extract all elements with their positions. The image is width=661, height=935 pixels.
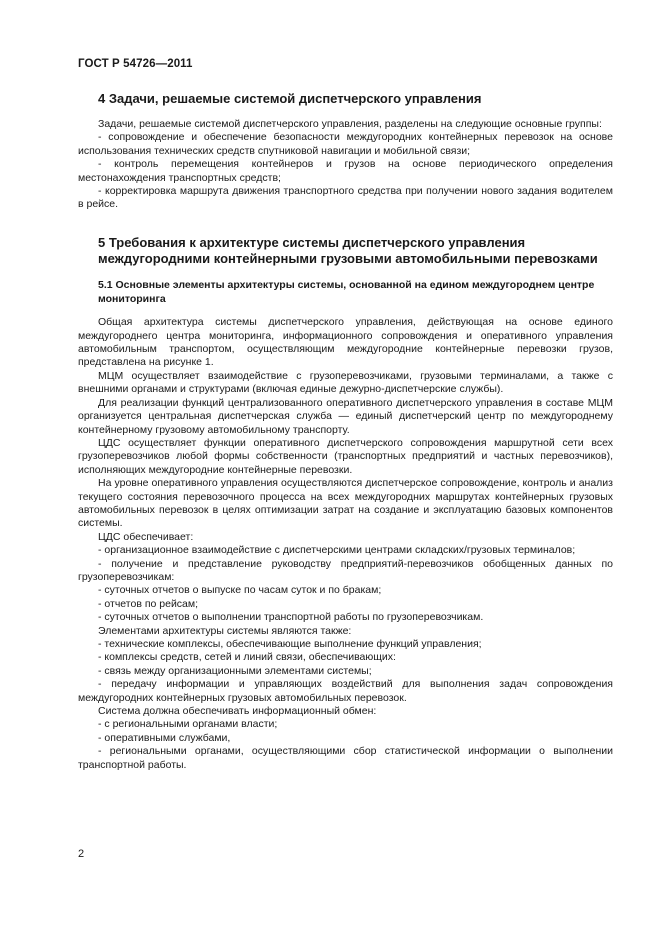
list-item: - комплексы средств, сетей и линий связи, обеспечивающих:: [98, 651, 396, 664]
paragraph: МЦМ осуществляет взаимодействие с грузоперевозчиками, грузовыми терминалами, а также с внешними органами и структурами (включая единые дежурно-диспетчерские службы).: [78, 369, 613, 396]
list-item: - передачу информации и управляющих воздействий для выполнения задач сопровождения междугородних контейнерных грузовых автомобильных перевозок.: [78, 678, 613, 704]
list-item: - получение и представление руководству предприятий-перевозчиков обобщенных данных по грузоперевозчикам:: [78, 557, 613, 583]
list-item: - оперативными службами,: [98, 731, 231, 744]
paragraph: ЦДС обеспечивает:: [98, 530, 194, 543]
list-item: - связь между организационными элементами системы;: [98, 664, 372, 677]
paragraph: Общая архитектура системы диспетчерского управления, действующая на основе единого междугороднего центра мониторинга, информационного сопровождения и оперативного управления автомобильным транспортом, осуществляющим междугородние контейнерные перевозки грузов, представлена на рисунке 1.: [78, 316, 613, 369]
paragraph: Задачи, решаемые системой диспетчерского управления, разделены на следующие основные группы:: [98, 118, 602, 130]
list-item: - технические комплексы, обеспечивающие выполнение функций управления;: [98, 638, 482, 650]
document-body: [78, 91, 613, 772]
list-item: - отчетов по рейсам;: [98, 597, 199, 610]
paragraph: Система должна обеспечивать информационный обмен:: [98, 705, 377, 718]
page-number: 2: [78, 848, 85, 860]
list-item: - суточных отчетов о выполнении транспортной работы по грузоперевозчикам.: [98, 611, 484, 624]
section-4-heading: 4 Задачи, решаемые системой диспетчерского управления: [98, 91, 482, 106]
list-item: - контроль перемещения контейнеров и грузов на основе периодического определения местонахождения транспортных средств;: [78, 158, 613, 184]
list-item: - суточных отчетов о выпуске по часам суток и по бракам;: [98, 584, 382, 597]
list-item: - с региональными органами власти;: [98, 718, 278, 731]
list-item: - региональными органами, осуществляющими сбор статистической информации о выполнении транспортной работы.: [78, 745, 613, 771]
list-item: - корректировка маршрута движения транспортного средства при получении нового задания водителем в рейсе.: [78, 185, 613, 211]
section-5-heading: 5 Требования к архитектуре системы диспетчерского управления междугородними контейнерными грузовыми автомобильными перевозками: [98, 234, 598, 267]
document-code: ГОСТ Р 54726—2011: [78, 58, 193, 70]
paragraph: ЦДС осуществляет функции оперативного диспетчерского сопровождения маршрутной сети всех грузоперевозчиков любой формы собственности (транспортных предприятий и частных перевозчиков), исполняющих междугородние контейнерные перевозки.: [78, 436, 613, 476]
section-5-1-heading: 5.1 Основные элементы архитектуры системы, основанной на едином междугороднем центре мониторинга: [98, 279, 595, 305]
paragraph: Элементами архитектуры системы являются также:: [98, 624, 352, 637]
list-item: - организационное взаимодействие с диспетчерскими центрами складских/грузовых терминалов;: [98, 544, 576, 557]
list-item: - сопровождение и обеспечение безопасности междугородних контейнерных перевозок на основе использования технических средств спутниковой навигации и мобильной связи;: [78, 131, 613, 157]
paragraph: На уровне оперативного управления осуществляются диспетчерское сопровождение, контроль и анализ текущего состояния перевозочного процесса на всех междугородних маршрутах контейнерных грузовых автомобильных перевозок в целях оптимизации затрат на создание и эксплуатацию базовых компонентов системы.: [78, 477, 613, 530]
paragraph: Для реализации функций централизованного оперативного диспетчерского управления в составе МЦМ организуется центральная диспетчерская служба — единый диспетчерский центр по междугороднему контейнерному грузовому автомобильному транспорту.: [78, 396, 613, 436]
